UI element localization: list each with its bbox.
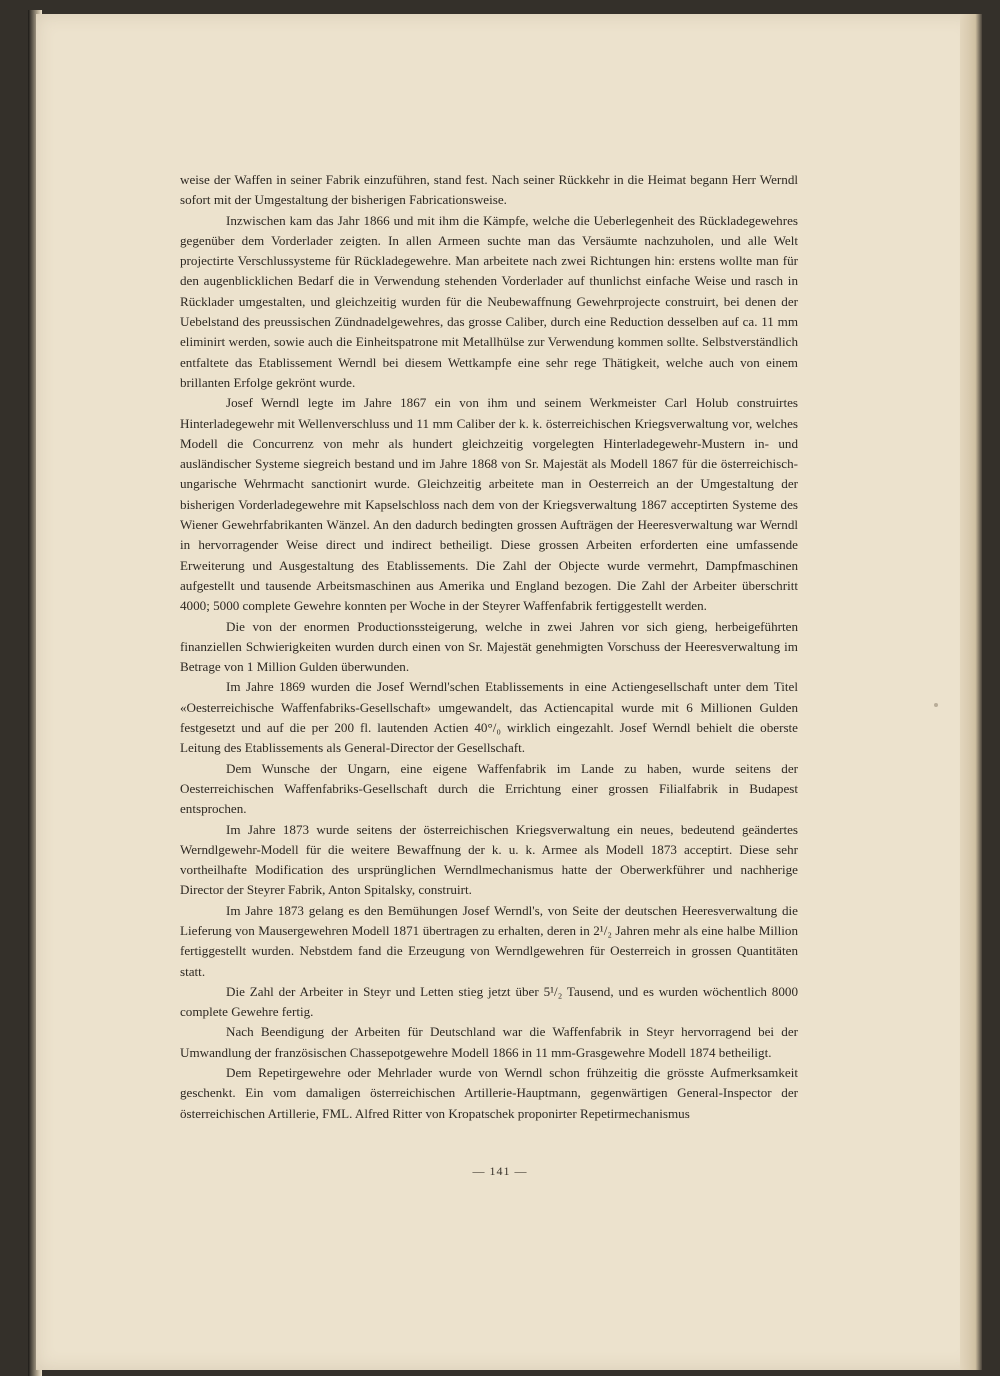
paragraph: Inzwischen kam das Jahr 1866 und mit ihm die Kämpfe, welche die Ueberlegenheit des Rückladegewehres gegenüber dem Vorderlader zeigten. In allen Armeen suchte man das Versäumte nachzuholen, und alle Welt projectirte Verschlussysteme für Rückladegewehre. Man arbeitete nach zwei Richtungen hin: erstens wollte man für den augenblicklichen Bedarf die in Verwendung stehenden Vorderlader auf thunlichst einfache Weise und rasch in Rücklader umgestalten, und gleichzeitig wurden für die Neubewaffnung Gewehrprojecte construirt, bei denen der Uebelstand des preussischen Zündnadelgewehres, das grosse Caliber, durch eine Reduction desselben auf ca. 11 mm eliminirt werden, sowie auch die Einheitspatrone mit Metallhülse zur Verwendung kommen sollte. Selbstverständlich entfaltete das Etablissement Werndl bei diesem Wettkampfe eine sehr rege Thätigkeit, welche auch von einem brillanten Erfolge gekrönt wurde. [180, 212, 798, 390]
page-edge [960, 14, 982, 1370]
page-number: — 141 — [472, 1164, 528, 1178]
paper-speck [934, 703, 938, 707]
paragraph: Im Jahre 1873 wurde seitens der österreichischen Kriegsverwaltung ein neues, bedeutend geändertes Werndlgewehr-Modell für die weitere Bewaffnung der k. u. k. Armee als Modell 1873 acceptirt. Diese sehr vortheilhafte Modification des ursprünglichen Werndlmechanismus hatte der Oberwerkführer und nachherige Director der Steyrer Fabrik, Anton Spitalsky, construirt. [180, 821, 798, 898]
paragraph: weise der Waffen in seiner Fabrik einzuführen, stand fest. Nach seiner Rückkehr in die Heimat begann Herr Werndl sofort mit der Umgestaltung der bisherigen Fabricationsweise. [180, 172, 798, 208]
body-text [180, 170, 798, 1124]
paragraph: Die von der enormen Productionssteigerung, welche in zwei Jahren vor sich gieng, herbeigeführten finanziellen Schwierigkeiten wurden durch einen von Sr. Majestät genehmigten Vorschuss der Heeresverwaltung im Betrage von 1 Million Gulden überwunden. [180, 618, 798, 675]
paragraph: Die Zahl der Arbeiter in Steyr und Letten stieg jetzt über 5¹/₂ Tausend, und es wurden wöchentlich 8000 complete Gewehre fertig. [180, 983, 798, 1020]
paragraph: Dem Repetirgewehre oder Mehrlader wurde von Werndl schon frühzeitig die grösste Aufmerksamkeit geschenkt. Ein vom damaligen österreichischen Artillerie-Hauptmann, gegenwärtigen General-Inspector der österreichischen Artillerie, FML. Alfred Ritter von Kropatschek proponirter Repetirmechanismus [180, 1065, 798, 1121]
paragraph: Dem Wunsche der Ungarn, eine eigene Waffenfabrik im Lande zu haben, wurde seitens der Oesterreichischen Waffenfabriks-Gesellschaft durch die Errichtung einer grossen Filialfabrik in Budapest entsprochen. [180, 760, 798, 817]
paragraph: Im Jahre 1873 gelang es den Bemühungen Josef Werndl's, von Seite der deutschen Heeresverwaltung die Lieferung von Mausergewehren Modell 1871 übertragen zu erhalten, deren in 2¹/₂ Jahren mehr als eine halbe Million fertiggestellt wurden. Nebstdem fand die Erzeugung von Werndlgewehren für Oesterreich in grossen Quantitäten statt. [180, 902, 798, 979]
paragraph: Nach Beendigung der Arbeiten für Deutschland war die Waffenfabrik in Steyr hervorragend bei der Umwandlung der französischen Chassepotgewehre Modell 1866 in 11 mm-Grasgewehre Modell 1874 betheiligt. [180, 1024, 798, 1060]
paragraph: Josef Werndl legte im Jahre 1867 ein von ihm und seinem Werkmeister Carl Holub construirtes Hinterladegewehr mit Wellenverschluss und 11 mm Caliber der k. k. österreichischen Kriegsverwaltung vor, welches Modell die Concurrenz von mehr als hundert gleichzeitig vorgelegten Hinterladegewehr-Mustern in- und ausländischer Systeme siegreich bestand und im Jahre 1868 von Sr. Majestät als Modell 1867 für die österreichisch-ungarische Wehrmacht sanctionirt wurde. Gleichzeitig arbeitete man in Oesterreich an der Umgestaltung der bisherigen Vorderladegewehre mit Kapselschloss nach dem von der Kriegsverwaltung 1867 acceptirten Systeme des Wiener Gewehrfabrikanten Wänzel. An den dadurch bedingten grossen Aufträgen der Heeresverwaltung war Werndl in hervorragender Weise direct und indirect betheiligt. Diese grossen Arbeiten erforderten eine umfassende Erweiterung und Ausgestaltung des Etablissements. Die Zahl der Objecte wurde vermehrt, Dampfmaschinen aufgestellt und tausende Arbeitsmaschinen aus Amerika und England bezogen. Die Zahl der Arbeiter überschritt 4000; 5000 complete Gewehre konnten per Woche in der Steyrer Waffenfabrik fertiggestellt werden. [180, 395, 798, 614]
paragraph: Im Jahre 1869 wurden die Josef Werndl'schen Etablissements in eine Actiengesellschaft unter dem Titel «Oesterreichische Waffenfabriks-Gesellschaft» umgewandelt, das Actiencapital wurde mit 6 Millionen Gulden festgesetzt und auf die per 200 fl. lautenden Actien 40°/₀ wirklich eingezahlt. Josef Werndl behielt die oberste Leitung des Etablissements als General-Director der Gesellschaft. [180, 679, 798, 756]
